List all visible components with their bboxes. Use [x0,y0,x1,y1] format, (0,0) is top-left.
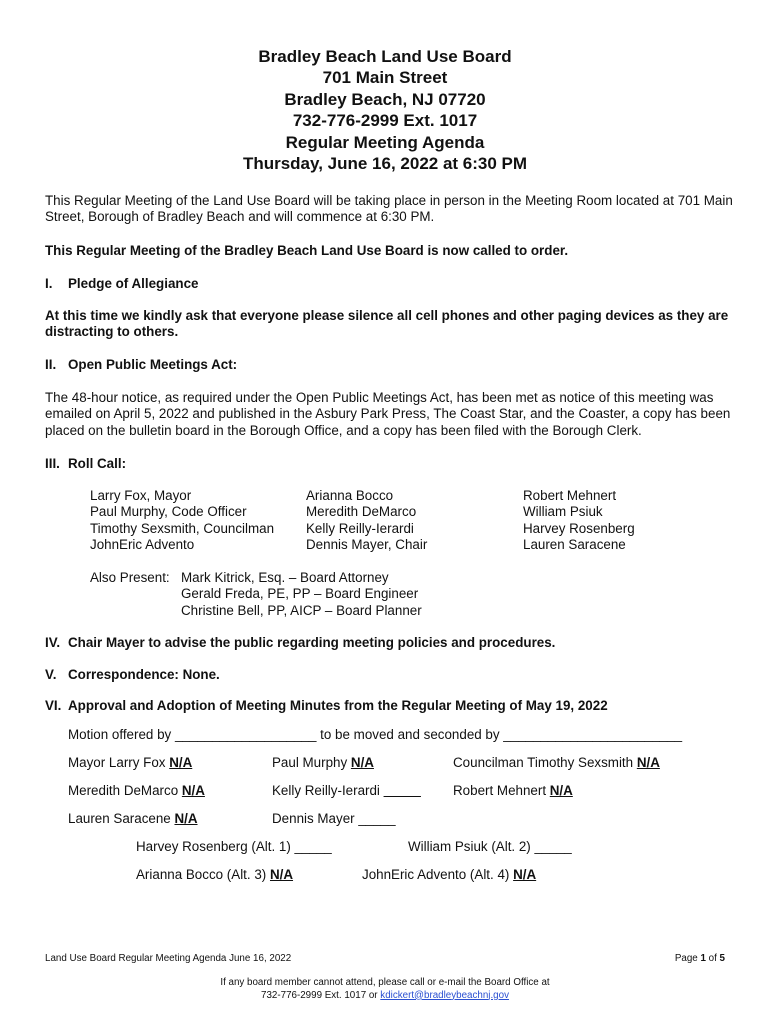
section-opma [45,357,237,373]
page-total: 5 [719,953,725,964]
vote-murphy [272,755,374,771]
vote-value: N/A [269,867,294,882]
called-to-order: This Regular Meeting of the Bradley Beach Land Use Board is now called to order. [45,243,569,258]
also-present-item: Christine Bell, PP, AICP – Board Planner [181,602,422,618]
section-roll-call [45,456,126,472]
section-number: IV. [45,635,61,650]
vote-mehnert [453,783,573,799]
vote-value: _____ [383,783,421,798]
roll-member: Paul Murphy, Code Officer [90,504,247,520]
section-chair-advise [45,635,555,651]
vote-member: Kelly Reilly-Ierardi [272,783,384,798]
motion-line: Motion offered by ___________________ to be moved and seconded by ________________________ [68,727,683,742]
vote-member: William Psiuk (Alt. 2) _____ [408,839,572,854]
section-title: Chair Mayer to advise the public regarding meeting policies and procedures. [68,635,556,650]
vote-member: Councilman Timothy Sexsmith [453,755,637,770]
roll-member: Lauren Saracene [523,537,626,553]
vote-member: Mayor Larry Fox [68,755,170,770]
vote-value: N/A [513,867,537,882]
vote-advento [362,867,536,883]
vote-member: Robert Mehnert [453,783,550,798]
silence-notice: At this time we kindly ask that everyone please silence all cell phones and other paging devices as they are distracting to others. [45,308,729,340]
footer-page-number [675,953,725,964]
vote-member: Arianna Bocco (Alt. 3) [136,867,270,882]
document-title: Regular Meeting Agenda [285,132,485,152]
vote-mayer [272,811,396,827]
vote-value: N/A [549,783,573,798]
vote-reilly [272,783,421,799]
vote-value: N/A [636,755,660,770]
also-present [90,570,422,619]
contact-phone: 732-776-2999 Ext. 1017 or [261,989,381,1001]
also-present-label: Also Present: [90,570,170,585]
section-title: Correspondence: None. [68,667,220,682]
intro-paragraph: This Regular Meeting of the Land Use Board will be taking place in person in the Meeting Room located at 701 Main Street, Borough of Bradley Beach and will commence at 6:30 PM. [45,193,733,225]
roll-member: William Psiuk [523,504,603,520]
roll-call-column-3 [523,488,635,554]
roll-member: Timothy Sexsmith, Councilman [90,520,275,536]
vote-rosenberg [136,839,332,855]
vote-member: Paul Murphy [272,755,351,770]
vote-member: Lauren Saracene [68,811,175,826]
vote-value: N/A [181,783,205,798]
page-current: 1 [700,953,706,964]
contact-note-line: If any board member cannot attend, please call or e-mail the Board Office at [220,977,550,988]
section-title: Pledge of Allegiance [68,276,199,291]
section-correspondence [45,667,220,683]
vote-psiuk [408,839,572,855]
vote-bocco [136,867,293,883]
section-pledge [45,276,198,292]
vote-member: Meredith DeMarco [68,783,182,798]
vote-member: Dennis Mayer _____ [272,811,396,826]
roll-member: JohnEric Advento [90,537,195,553]
address-city: Bradley Beach, NJ 07720 [284,89,486,109]
meeting-date: Thursday, June 16, 2022 at 6:30 PM [242,154,528,174]
section-number: III. [45,456,60,471]
also-present-item: Gerald Freda, PE, PP – Board Engineer [181,586,419,602]
page-of: of [705,953,720,964]
vote-value: N/A [169,755,193,770]
roll-member: Larry Fox, Mayor [90,488,192,503]
vote-value: N/A [174,811,198,826]
footer-contact-note [0,977,770,1002]
section-minutes-approval [45,698,608,714]
section-title: Open Public Meetings Act: [68,357,238,372]
roll-member: Robert Mehnert [523,488,617,503]
phone-number: 732-776-2999 Ext. 1017 [292,111,478,131]
vote-member: Harvey Rosenberg (Alt. 1) _____ [136,839,332,854]
section-title: Roll Call: [68,456,127,471]
roll-member: Dennis Mayer, Chair [306,537,428,553]
roll-member: Kelly Reilly-Ierardi [306,520,414,536]
section-number: II. [45,357,57,372]
vote-sexsmith [453,755,660,771]
document-header [0,46,770,174]
roll-member: Meredith DeMarco [306,504,417,520]
board-name: Bradley Beach Land Use Board [258,47,512,66]
section-number: I. [45,276,53,291]
roll-call-column-1 [90,488,274,554]
vote-value: N/A [350,755,374,770]
section-number: V. [45,667,57,682]
roll-member: Arianna Bocco [306,488,394,503]
also-present-item: Mark Kitrick, Esq. – Board Attorney [181,570,389,585]
contact-email-link[interactable]: kdickert@bradleybeachnj.gov [380,989,509,1001]
section-title: Approval and Adoption of Meeting Minutes from the Regular Meeting of May 19, 2022 [68,698,608,713]
vote-fox [68,755,192,771]
section-number: VI. [45,698,62,713]
roll-member: Harvey Rosenberg [523,520,635,536]
page-label: Page [674,953,701,964]
roll-call-column-2 [306,488,427,554]
footer-document-title: Land Use Board Regular Meeting Agenda June 16, 2022 [45,953,292,964]
vote-member: JohnEric Advento (Alt. 4) [362,867,514,882]
vote-saracene [68,811,198,827]
opma-paragraph: The 48-hour notice, as required under the Open Public Meetings Act, has been met as notice of this meeting was emailed on April 5, 2022 and published in the Asbury Park Press, The Coast Star, and the Coaster, a copy has been placed on the bulletin board in the Borough Office, and a copy has been filed with the Borough Clerk. [45,390,731,438]
vote-demarco [68,783,205,799]
address-street: 701 Main Street [322,68,448,88]
